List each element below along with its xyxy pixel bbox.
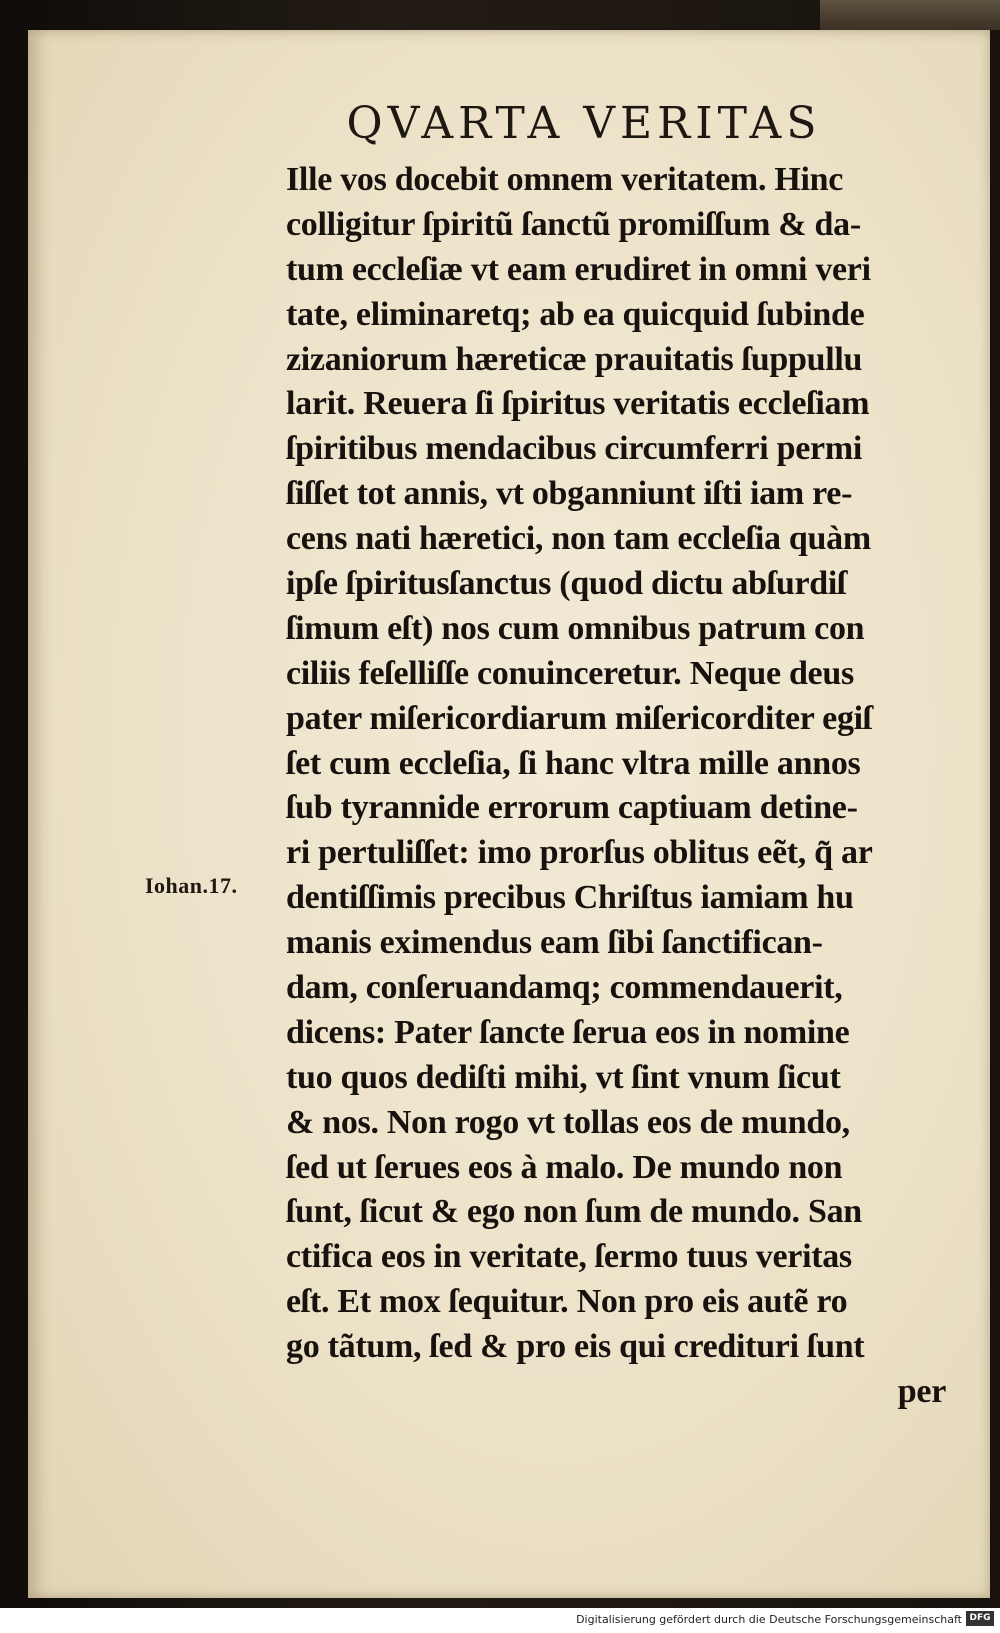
text-line: manis eximendus eam ſibi ſanctifican- [286,924,823,962]
text-line: colligitur ſpiritũ ſanctũ promiſſum & da- [286,205,861,243]
book-edge [820,0,1000,30]
text-line: ſed ut ſerues eos à malo. De mundo non [286,1148,843,1186]
text-block [286,158,946,1415]
dfg-logo: DFG [966,1611,994,1626]
text-line: ſiſſet tot annis, vt obganniunt iſti iam re- [286,475,853,513]
text-line: tate, eliminaretq; ab ea quicquid ſubinde [286,295,865,333]
text-line: ſimum eſt) nos cum omnibus patrum con [286,609,865,647]
funding-credit: Digitalisierung gefördert durch die Deutsche Forschungsgemeinschaft [576,1613,962,1626]
running-head: QVARTA VERITAS [346,98,822,149]
text-line: ri pertuliſſet: imo prorſus oblitus eẽt, q̃ ar [286,834,873,872]
catchword: per [897,1373,946,1411]
text-line: & nos. Non rogo vt tollas eos de mundo, [286,1103,850,1141]
text-line: dicens: Pater ſancte ſerua eos in nomine [286,1013,850,1051]
text-line: go tãtum, ſed & pro eis qui credituri ſunt [286,1328,865,1366]
text-line: ſub tyrannide errorum captiuam detine- [286,789,858,827]
text-line: tuo quos dediſti mihi, vt ſint vnum ſicut [286,1058,841,1096]
text-line: ctifica eos in veritate, ſermo tuus veritas [286,1238,852,1276]
text-line: dentiſſimis precibus Chriſtus iamiam hu [286,879,854,917]
text-line: ſpiritibus mendacibus circumferri permi [286,430,863,468]
text-line: Ille vos docebit omnem veritatem. Hinc [286,161,844,198]
text-line: larit. Reuera ſi ſpiritus veritatis eccleſiam [286,385,870,423]
text-line: cens nati hæretici, non tam eccleſia quàm [286,520,871,558]
text-line: pater miſericordiarum miſericorditer egiſ [286,699,872,737]
margin-note: Iohan.17. [145,873,238,898]
text-line: ipſe ſpiritusſanctus (quod dictu abſurdiſ [286,565,847,603]
book-page [28,30,990,1598]
text-line: eſt. Et mox ſequitur. Non pro eis autẽ ro [286,1283,848,1321]
text-line: ciliis feſelliſſe conuinceretur. Neque deus [286,654,854,692]
text-line: zizaniorum hæreticæ prauitatis ſuppullu [286,340,863,378]
text-line: dam, conſeruandamq; commendauerit, [286,969,843,1007]
text-line: tum eccleſiæ vt eam erudiret in omni veri [286,250,871,288]
text-line: ſet cum eccleſia, ſi hanc vltra mille annos [286,744,861,782]
text-line: ſunt, ſicut & ego non ſum de mundo. San [286,1193,862,1231]
